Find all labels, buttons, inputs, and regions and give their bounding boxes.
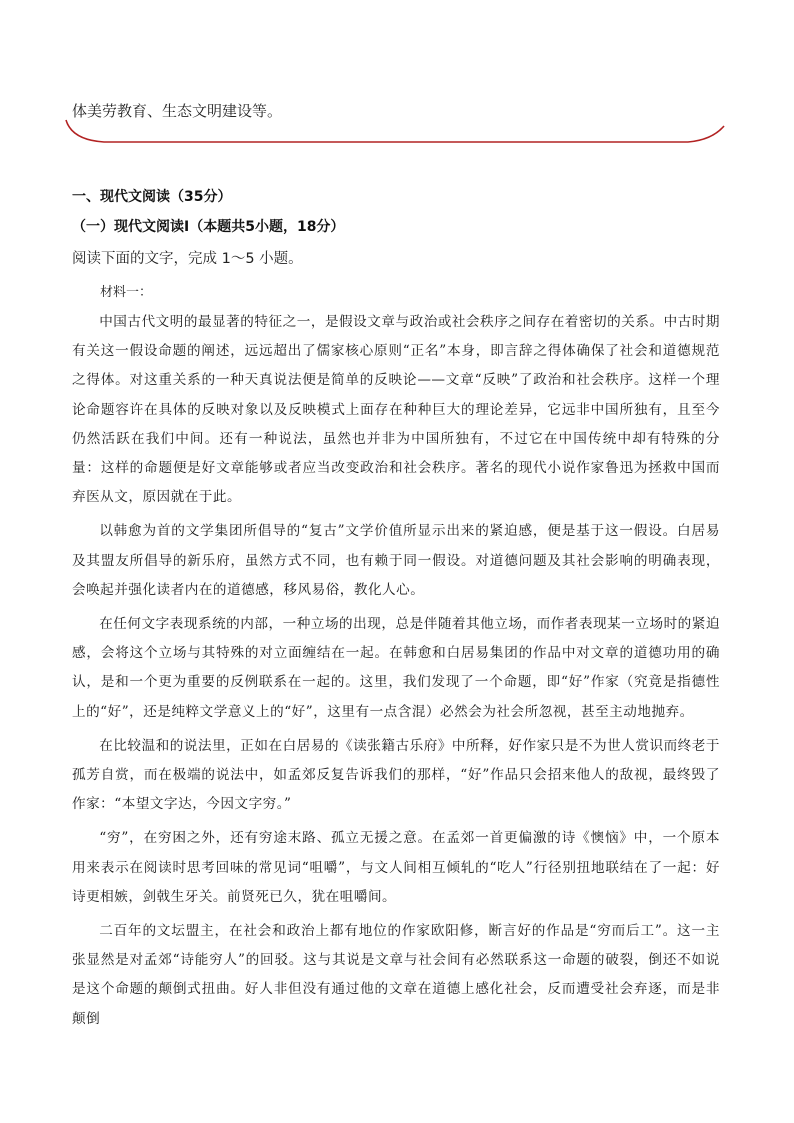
section-subtitle: （一）现代文阅读Ⅰ（本题共5小题，18分） — [72, 219, 345, 235]
paragraph: 中国古代文明的最显著的特征之一，是假设文章与政治或社会秩序之间存在着密切的关系。中古时期有关这一假设命题的阐述，远远超出了儒家核心原则“正名”本身，即言辞之得体确保了社会和道德规范之得体。对这重关系的一种天真说法便是简单的反映论——文章“反映”了政治和社会秩序。这样一个理论命题容许在具体的反映对象以及反映模式上面存在种种巨大的理论差异，它远非中国所独有，且至今仍然活跃在我们中间。还有一种说法，虽然也并非为中国所独有，不过它在中国传统中却有特殊的分量：这样的命题便是好文章能够或者应当改变政治和社会秩序。著名的现代小说作家鲁迅为拯救中国而弃医从文，原因就在于此。 — [72, 314, 720, 506]
paragraph: 在任何文字表现系统的内部，一种立场的出现，总是伴随着其他立场，而作者表现某一立场时的紧迫感，会将这个立场与其特殊的对立面缠结在一起。在韩愈和白居易集团的作品中对文章的道德功用的确认，是和一个更为重要的反例联系在一起的。这里，我们发现了一个命题，即“好”作家（究竟是指德性上的“好”，还是纯粹文学意义上的“好”，这里有一点含混）必然会为社会所忽视，甚至主动地抛弃。 — [72, 616, 720, 720]
continued-text: 体美劳教育、生态文明建设等。 — [72, 102, 283, 120]
section-title: 一、现代文阅读（35分） — [72, 189, 232, 205]
arc-line — [66, 120, 724, 142]
paragraph: 在比较温和的说法里，正如在白居易的《读张籍古乐府》中所释，好作家只是不为世人赏识而终老于孤芳自赏，而在极端的说法中，如孟郊反复告诉我们的那样，“好”作品只会招来他人的敌视，最终毁了作家：“本望文字达，今因文字穷。” — [72, 737, 720, 813]
material-label: 材料一： — [100, 285, 153, 300]
decorative-arc-divider — [64, 118, 728, 152]
reading-instruction: 阅读下面的文字，完成 1～5 小题。 — [72, 251, 303, 267]
paragraph: “穷”，在穷困之外，还有穷途末路、孤立无援之意。在孟郊一首更偏激的诗《懊恼》中，一个原本用来表示在阅读时思考回味的常见词“咀嚼”，与文人间相互倾轧的“吃人”行径别扭地联结在了一起：好诗更相嫉，剑戟生牙关。前贤死已久，犹在咀嚼间。 — [72, 830, 720, 905]
paragraph: 二百年的文坛盟主，在社会和政治上都有地位的作家欧阳修，断言好的作品是“穷而后工”。这一主张显然是对孟郊“诗能穷人”的回驳。这与其说是文章与社会间有必然联系这一命题的破裂，倒还不如说是这个命题的颠倒式扭曲。好人非但没有通过他的文章在道德上感化社会，反而遭受社会弃逐，而是非颠倒 — [72, 923, 720, 1027]
passage-body — [72, 308, 720, 1039]
paragraph: 以韩愈为首的文学集团所倡导的“复古”文学价值所显示出来的紧迫感，便是基于这一假设。白居易及其盟友所倡导的新乐府，虽然方式不同，也有赖于同一假设。对道德问题及其社会影响的明确表现，会唤起并强化读者内在的道德感，移风易俗，教化人心。 — [72, 523, 720, 598]
